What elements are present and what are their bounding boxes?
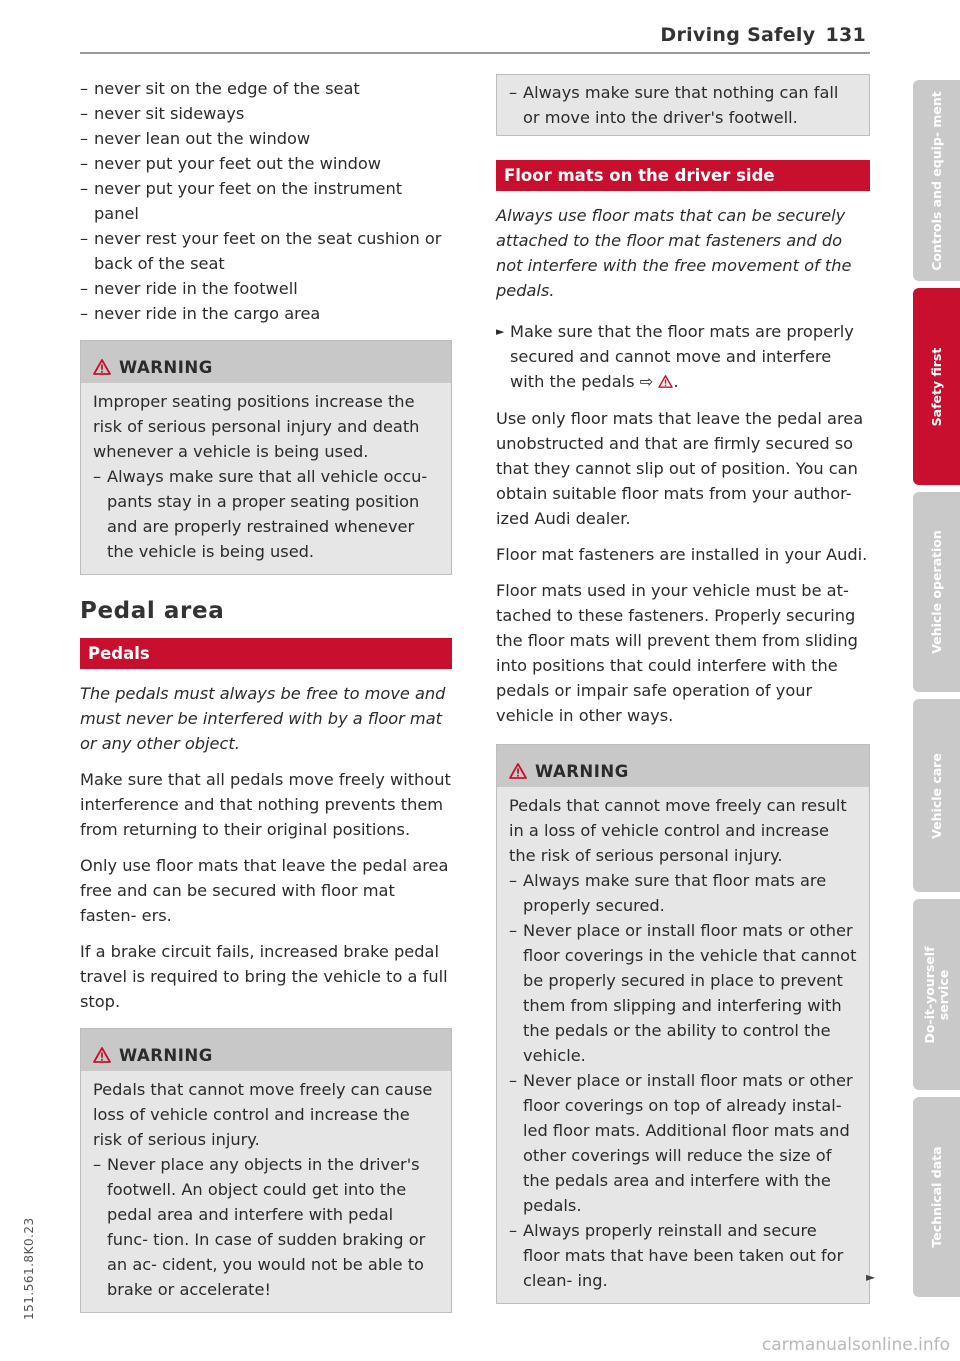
page-number: 131 bbox=[825, 24, 866, 46]
list-item: – Always make sure that floor mats are properly secured. bbox=[509, 868, 857, 918]
section-bar-pedals: Pedals bbox=[80, 638, 452, 669]
warning-label: WARNING bbox=[119, 1045, 213, 1065]
tab-vehicle-care[interactable] bbox=[913, 699, 960, 892]
list-item: – never rest your feet on the seat cushion or back of the seat bbox=[80, 226, 452, 276]
warning-box-seating bbox=[80, 340, 452, 575]
list-item: – never put your feet out the window bbox=[80, 151, 452, 176]
paragraph: If a brake circuit fails, increased brake pedal travel is required to bring the vehicle to a full stop. bbox=[80, 942, 448, 1011]
warning-body bbox=[497, 787, 869, 1303]
paragraph: Make sure that all pedals move freely without interference and that nothing prevents them from returning to their original positions. bbox=[80, 770, 451, 839]
section-bar-floor-mats: Floor mats on the driver side bbox=[496, 160, 870, 191]
warning-text: Pedals that cannot move freely can result in a loss of vehicle control and increase the risk of serious personal injury. bbox=[509, 796, 847, 865]
continue-arrow-icon: ► bbox=[866, 1270, 876, 1284]
instruction-text: Make sure that the floor mats are properly secured and cannot move and interfere with the pedals bbox=[510, 322, 854, 391]
tab-label: Vehicle operation bbox=[928, 530, 944, 654]
warning-list bbox=[509, 80, 857, 130]
tab-technical-data[interactable] bbox=[913, 1097, 960, 1297]
paragraph: Floor mats used in your vehicle must be at- tached to these fasteners. Properly securing the floor mats will prevent them from sliding into positions that could interfere with the pedals or impair safe operation of your vehicle in other ways. bbox=[496, 581, 858, 725]
warning-list bbox=[93, 1152, 439, 1302]
paragraph: Only use floor mats that leave the pedal area free and can be secured with floor mat fasten- ers. bbox=[80, 856, 449, 925]
warning-triangle-icon bbox=[658, 375, 673, 388]
section-heading: Pedal area bbox=[80, 598, 225, 624]
intro-text: Always use floor mats that can be securely attached to the floor mat fasteners and do not interfere with the free movement of the pedals. bbox=[496, 206, 852, 300]
instruction-item bbox=[496, 319, 870, 394]
list-item: – Never place any objects in the driver's footwell. An object could get into the pedal area and interfere with pedal func- tion. In case of sudden braking or an ac- cident, you would not be able to brake or accelerate! bbox=[93, 1152, 439, 1302]
warning-triangle-icon bbox=[509, 763, 527, 779]
warning-list bbox=[509, 868, 857, 1293]
list-item: – Never place or install floor mats or other floor coverings in the vehicle that cannot be properly secured in place to prevent them from slipping and interfering with the pedals or the ability to control the vehicle. bbox=[509, 918, 857, 1068]
section-title: Driving Safely bbox=[660, 24, 816, 46]
list-item: – never sit on the edge of the seat bbox=[80, 76, 452, 101]
cross-reference-arrow-icon: ⇨ bbox=[639, 372, 654, 391]
warning-triangle-icon bbox=[93, 359, 111, 375]
tab-label: Technical data bbox=[928, 1146, 944, 1248]
header-title bbox=[660, 24, 866, 46]
left-column bbox=[80, 76, 452, 1313]
paragraph: Use only floor mats that leave the pedal area unobstructed and that are firmly secured so that they cannot slip out of position. You can obtain suitable floor mats from your author- ized Audi dealer. bbox=[496, 409, 864, 528]
warning-continuation bbox=[496, 74, 870, 136]
list-item: – never lean out the window bbox=[80, 126, 452, 151]
period: . bbox=[673, 372, 679, 391]
warning-header bbox=[81, 1029, 451, 1071]
list-item: – Always make sure that nothing can fall or move into the driver's footwell. bbox=[509, 80, 857, 130]
paragraph: Floor mat fasteners are installed in your Audi. bbox=[496, 545, 868, 564]
tab-vehicle-operation[interactable] bbox=[913, 492, 960, 692]
warning-label: WARNING bbox=[119, 357, 213, 377]
warning-header bbox=[81, 341, 451, 383]
document-code: 151.561.8K0.23 bbox=[22, 1217, 36, 1320]
intro-text: The pedals must always be free to move and must never be interfered with by a floor mat or any other object. bbox=[80, 684, 446, 753]
seating-rules-list bbox=[80, 76, 452, 326]
warning-triangle-icon bbox=[93, 1047, 111, 1063]
tab-label: Controls and equip- ment bbox=[928, 90, 944, 271]
warning-header bbox=[497, 745, 869, 787]
list-item: – Always properly reinstall and secure floor mats that have been taken out for clean- ing. bbox=[509, 1218, 857, 1293]
list-item: – Always make sure that all vehicle occu- pants stay in a proper seating position and are properly restrained whenever the vehicle is being used. bbox=[93, 464, 439, 564]
list-item: – Never place or install floor mats or other floor coverings on top of already instal- led floor mats. Additional floor mats and other coverings will reduce the size of the pedals area and interfere with the pedals. bbox=[509, 1068, 857, 1218]
warning-body bbox=[81, 1071, 451, 1312]
tab-label: Vehicle care bbox=[928, 752, 944, 839]
warning-box-floor-mats bbox=[496, 744, 870, 1304]
tab-label: Do-it-yourself service bbox=[921, 945, 951, 1044]
right-column bbox=[496, 76, 870, 1304]
tab-do-it-yourself-service[interactable] bbox=[913, 899, 960, 1090]
warning-text: Improper seating positions increase the risk of serious personal injury and death whenever a vehicle is being used. bbox=[93, 392, 420, 461]
list-item: – never ride in the footwell bbox=[80, 276, 452, 301]
list-item: – never ride in the cargo area bbox=[80, 301, 452, 326]
list-item: – never sit sideways bbox=[80, 101, 452, 126]
warning-text: Pedals that cannot move freely can cause loss of vehicle control and increase the risk of serious injury. bbox=[93, 1080, 433, 1149]
tab-safety-first[interactable] bbox=[913, 288, 960, 485]
warning-box-pedals bbox=[80, 1028, 452, 1313]
watermark: carmanualsonline.info bbox=[761, 1335, 950, 1355]
warning-list bbox=[93, 464, 439, 564]
tab-label: Safety first bbox=[928, 347, 944, 426]
bullet-arrow-icon: ► bbox=[496, 325, 505, 338]
warning-body bbox=[81, 383, 451, 574]
warning-label: WARNING bbox=[535, 761, 629, 781]
header-rule bbox=[80, 52, 870, 54]
list-item: – never put your feet on the instrument panel bbox=[80, 176, 452, 226]
tab-controls-and-equipment[interactable] bbox=[913, 80, 960, 281]
